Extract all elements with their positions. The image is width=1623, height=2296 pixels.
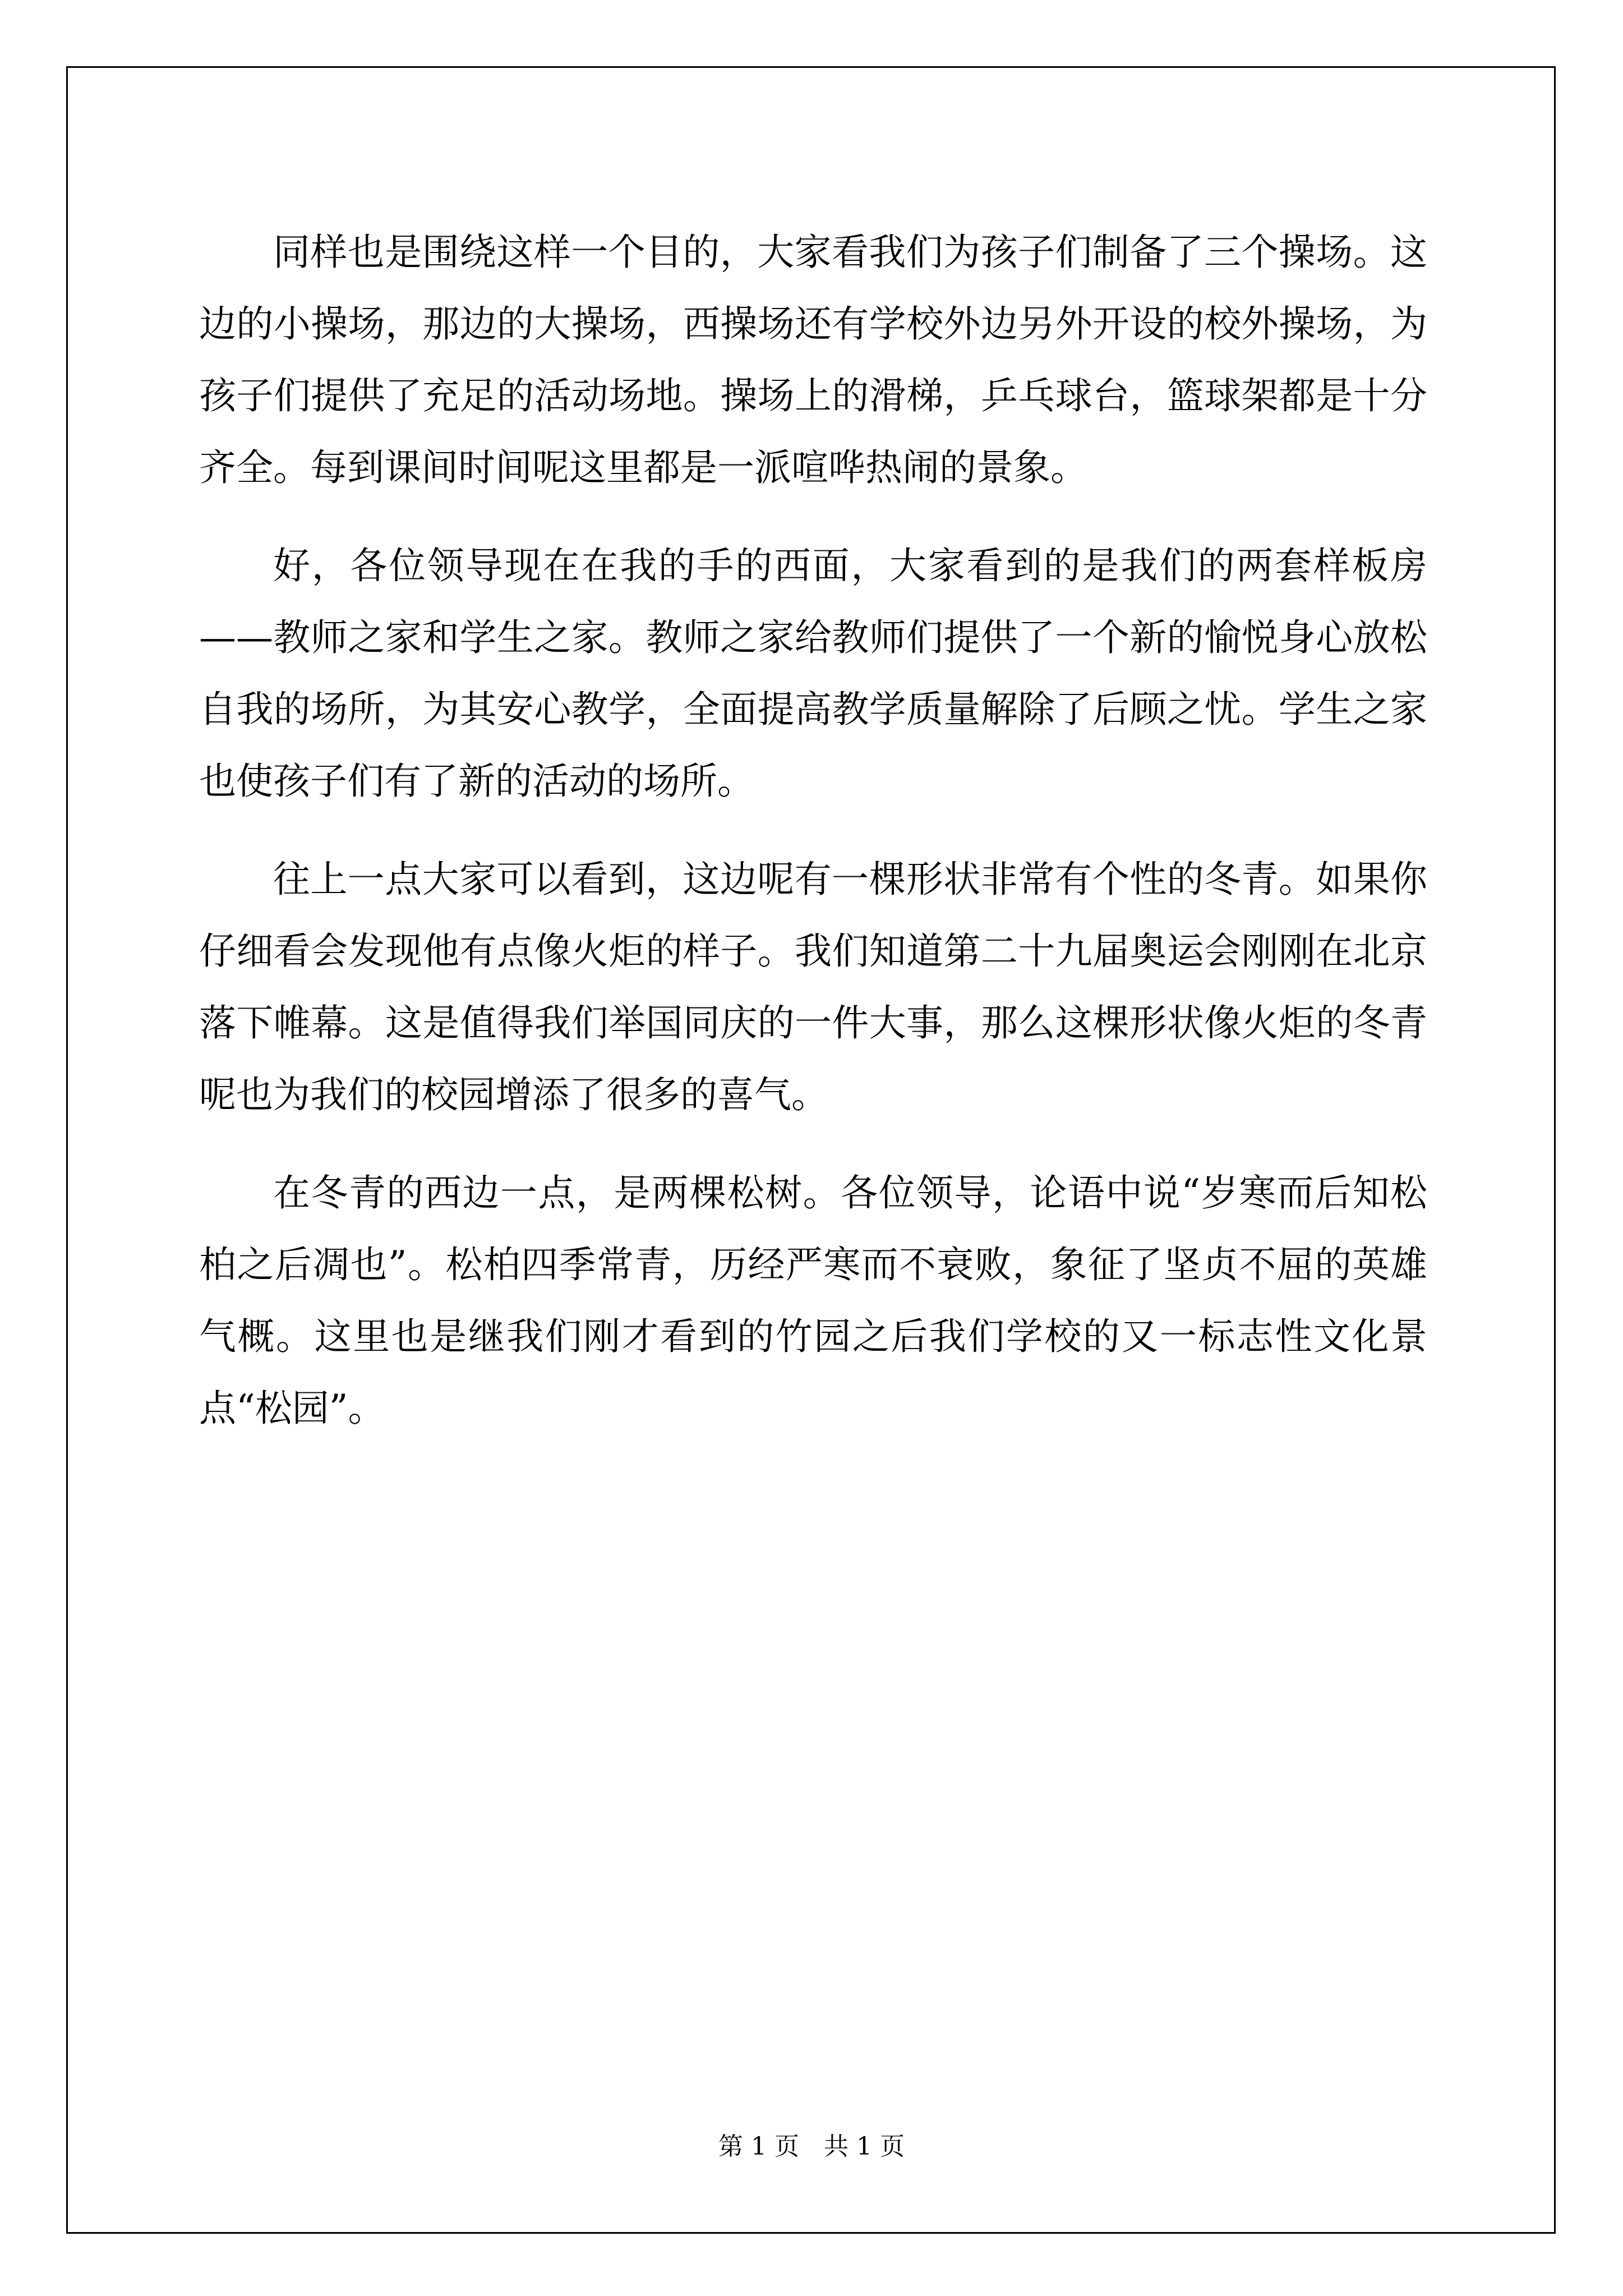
page-number-footer: 第 1 页 共 1 页 <box>718 2132 905 2161</box>
document-body <box>199 217 1427 1471</box>
paragraph-pine-garden: 在冬青的西边一点，是两棵松树。各位领导，论语中说“岁寒而后知松柏之后凋也”。松柏四季常青，历经严寒而不衰败，象征了坚贞不屈的英雄气概。这里也是继我们刚才看到的竹园之后我们学校的又一标志性文化景点“松园”。 <box>199 1171 1427 1430</box>
paragraph-model-rooms: 好，各位领导现在在我的手的西面，大家看到的是我们的两套样板房——教师之家和学生之家。教师之家给教师们提供了一个新的愉悦身心放松自我的场所，为其安心教学，全面提高教学质量解除了后顾之忧。学生之家也使孩子们有了新的活动的场所。 <box>199 544 1427 803</box>
paragraph-playgrounds: 同样也是围绕这样一个目的，大家看我们为孩子们制备了三个操场。这边的小操场，那边的大操场，西操场还有学校外边另外开设的校外操场，为孩子们提供了充足的活动场地。操场上的滑梯，乒乓球台，篮球架都是十分齐全。每到课间时间呢这里都是一派喧哗热闹的景象。 <box>199 231 1427 489</box>
paragraph-holly-tree: 往上一点大家可以看到，这边呢有一棵形状非常有个性的冬青。如果你仔细看会发现他有点像火炬的样子。我们知道第二十九届奥运会刚刚在北京落下帷幕。这是值得我们举国同庆的一件大事，那么这棵形状像火炬的冬青呢也为我们的校园增添了很多的喜气。 <box>199 858 1427 1116</box>
